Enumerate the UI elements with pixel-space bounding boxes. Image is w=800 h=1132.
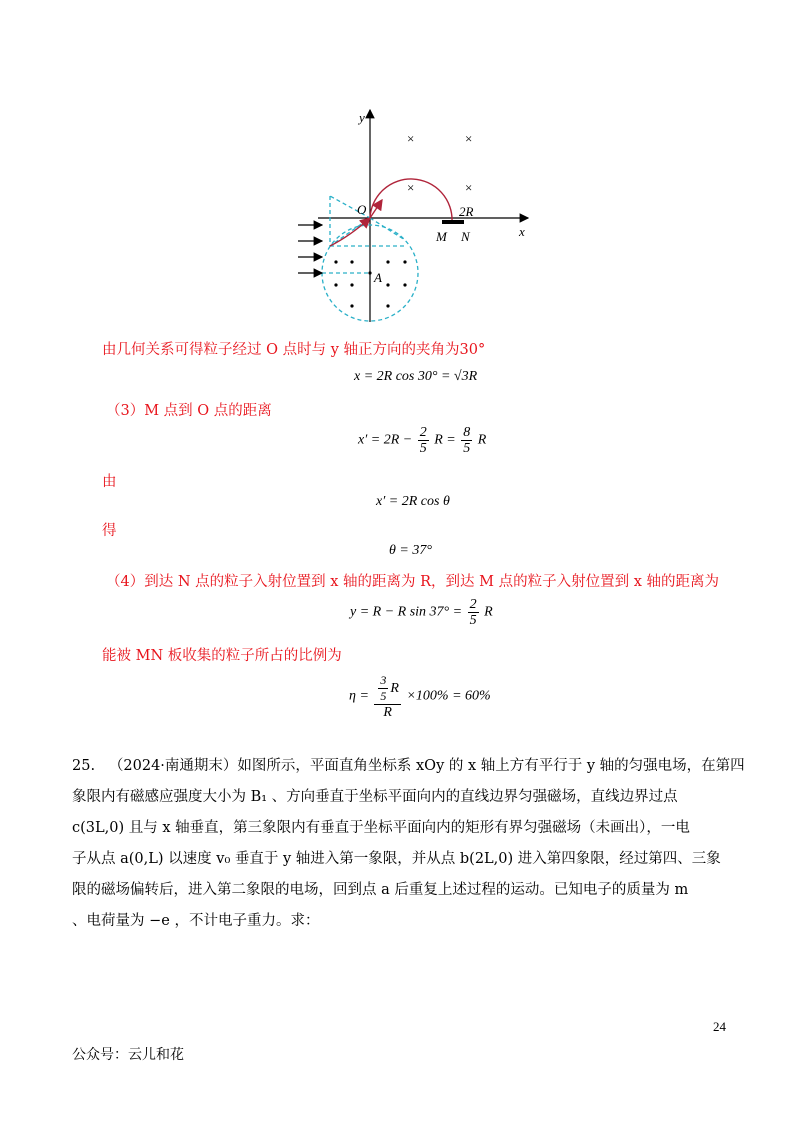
cross-mark: × bbox=[407, 131, 415, 146]
label-O: O bbox=[357, 202, 367, 217]
label-M: M bbox=[436, 229, 447, 244]
physics-diagram bbox=[290, 100, 540, 330]
word-de: 得 bbox=[102, 523, 117, 539]
problem-25: 25. （2024·南通期末）如图所示，平面直角坐标系 xOy 的 x 轴上方有平行于 y 轴的匀强电场，在第四 象限内有磁感应强度大小为 B₁ 、方向垂直于坐标平面向内的直线边界匀强磁场，直线边界过点 c(3L,0) 且与 x 轴垂直，第三象限内有垂直于坐标平面向内的矩形有界匀强磁场（未画出），一电 子从点 a(0,L) 以速度 v₀ 垂直于 y 轴进入第一象限，并从点 b(2L,0) 进入第四象限，经过第四、三象 限的磁场偏转后，进入第二象限的电场，回到点 a 后重复上述过程的运动。已知电子的质量为 m 、电荷量为 −e ，不计电子重力。求： bbox=[72, 758, 745, 929]
solution-line-1: 由几何关系可得粒子经过 O 点时与 y 轴正方向的夹角为30° bbox=[102, 342, 486, 358]
equation-3: x′ = 2R cos θ bbox=[376, 494, 450, 509]
cross-mark: × bbox=[407, 180, 415, 195]
cross-mark: × bbox=[465, 131, 473, 146]
label-2R: 2R bbox=[459, 204, 474, 219]
equation-1: x = 2R cos 30° = √3R bbox=[354, 369, 478, 384]
label-N: N bbox=[461, 229, 470, 244]
label-y: y bbox=[359, 110, 365, 125]
page-number: 24 bbox=[713, 1019, 726, 1034]
equation-2: x′ = 2R − $\frac{2}{5}$ R = $\frac{8}{5}$ R bbox=[358, 425, 487, 456]
equation-4: θ = 37° bbox=[389, 543, 432, 558]
label-A: A bbox=[374, 270, 382, 285]
label-x: x bbox=[519, 224, 525, 239]
footer-wechat: 公众号：云儿和花 bbox=[72, 1047, 184, 1063]
word-you: 由 bbox=[102, 474, 117, 490]
problem-number: 25. bbox=[72, 758, 96, 774]
step-4-heading: （4）到达 N 点的粒子入射位置到 x 轴的距离为 R，到达 M 点的粒子入射位置到 x 轴的距离为 bbox=[106, 574, 720, 590]
equation-6: η = $\frac{3}{5}$ R R ×100% = 60% bbox=[349, 673, 491, 720]
step-3-heading: （3）M 点到 O 点的距离 bbox=[106, 403, 272, 419]
solution-line-6: 能被 MN 板收集的粒子所占的比例为 bbox=[102, 648, 342, 664]
cross-mark: × bbox=[465, 180, 473, 195]
equation-5: y = R − R sin 37° = $\frac{2}{5}$ R bbox=[350, 597, 493, 628]
